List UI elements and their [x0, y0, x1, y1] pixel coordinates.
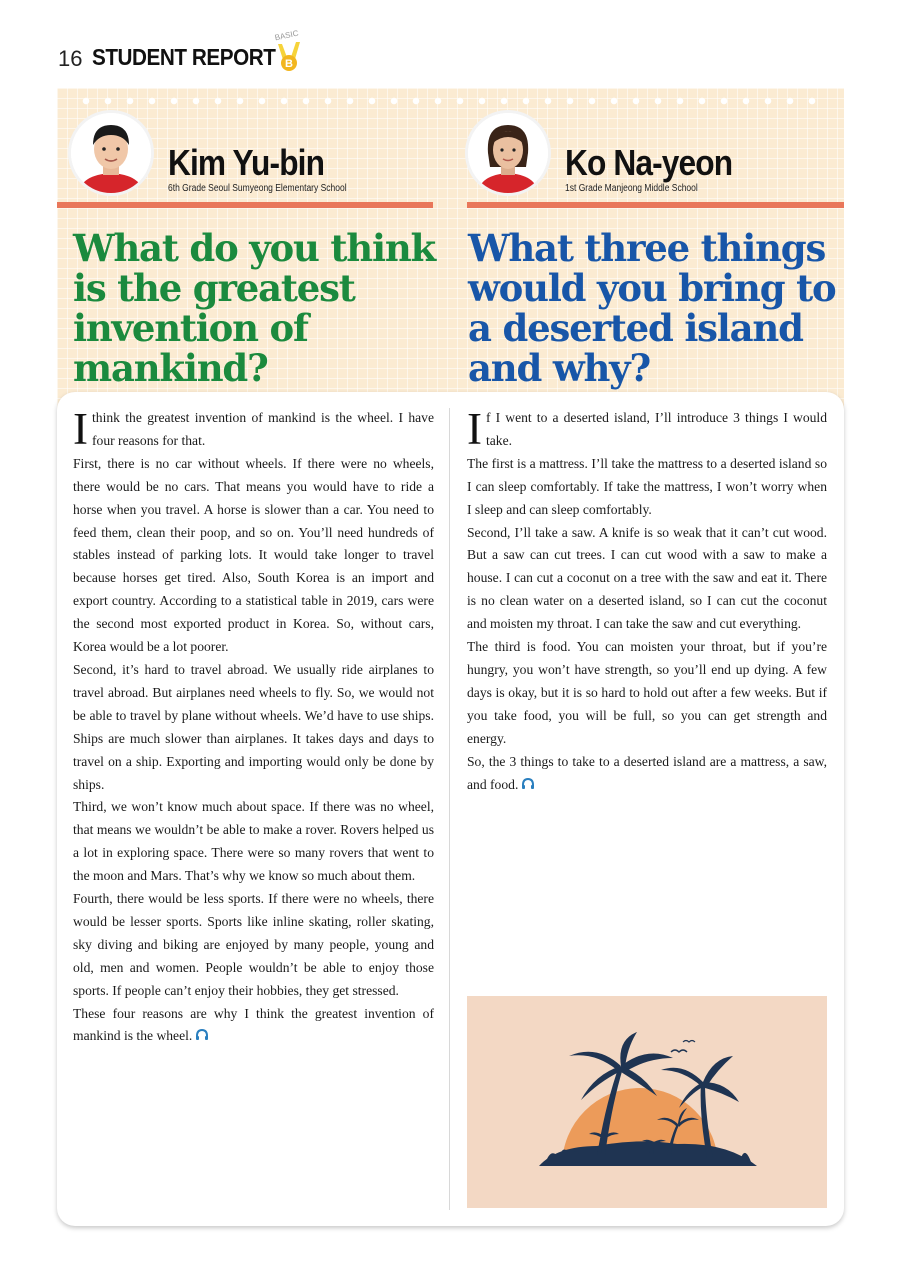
divider-rule-right	[467, 202, 844, 208]
page-number: 16	[58, 46, 83, 71]
dropcap: I	[73, 404, 88, 454]
student-name: Kim Yu-bin	[168, 142, 325, 183]
article-left	[73, 404, 434, 1048]
column-divider	[449, 408, 450, 1210]
article-paragraph: Second, I’ll take a saw. A knife is so weak that it can’t cut wood. But a saw can cut trees. I can cut wood with a saw to make a house. I can cut a coconut on a tree with the saw and eat it. There is no clean water on a deserted island, so I can cut the coconut and moisten my throat. I can take the saw and cut everything.	[467, 524, 827, 632]
end-mark-icon	[195, 1029, 209, 1041]
end-mark-icon	[521, 778, 535, 790]
student-school: 6th Grade Seoul Sumyeong Elementary School	[168, 183, 347, 194]
dropcap: I	[467, 404, 482, 454]
badge-letter: B	[285, 58, 293, 70]
article-right	[467, 404, 827, 796]
article-paragraph: Third, we won’t know much about space. If there was no wheel, that means we wouldn’t be able to make a rover. Rovers helped us a lot in exploring space. There were so many rovers that went to the moon and Mars. That’s why we know so much about them.	[73, 799, 434, 884]
student-name: Ko Na-yeon	[565, 142, 733, 183]
article-paragraph: So, the 3 things to take to a deserted island are a mattress, a saw, and food.	[467, 753, 827, 792]
section-title: STUDENT REPORT	[92, 44, 276, 70]
student-school: 1st Grade Manjeong Middle School	[565, 183, 698, 194]
article-paragraph: Ithink the greatest invention of mankind is the wheel. I have four reasons for that.	[73, 404, 434, 454]
student-card-right	[465, 110, 835, 200]
question-left: What do you think is the greatest invention of mankind?	[73, 226, 435, 390]
page-header	[58, 30, 458, 80]
article-paragraph: These four reasons are why I think the greatest invention of mankind is the wheel.	[73, 1005, 434, 1044]
article-paragraph: Fourth, there would be less sports. If there were no wheels, there would be lesser sports. Sports like inline skating, roller skating, sky diving and biking are enjoyed by many people, young and old, men and women. People wouldn’t be able to enjoy those sports. If people can’t enjoy their hobbies, they get stressed.	[73, 891, 434, 998]
basic-badge-icon	[270, 30, 310, 74]
article-paragraph: Second, it’s hard to travel abroad. We usually ride airplanes to travel abroad. But airplanes need wheels to fly. So, we would not be able to travel by plane without wheels. We’d have to use ships. Ships are much slower than airplanes. It takes days and days to travel on a ship. Exporting and importing would only be done by ships.	[73, 661, 434, 792]
divider-rule-left	[57, 202, 433, 208]
article-paragraph: If I went to a deserted island, I’ll introduce 3 things I would take.	[467, 404, 827, 454]
article-paragraph: The first is a mattress. I’ll take the mattress to a deserted island so I can sleep comfortably. If take the mattress, I won’t worry when I sleep and can sleep comfortably.	[467, 455, 827, 517]
article-paragraph: The third is food. You can moisten your throat, but if you’re hungry, you won’t have strength, so you’ll end up dying. A few days is okay, but it is so hard to hold out after a few weeks. But if you take food, you will be full, so you can get strength and energy.	[467, 639, 827, 746]
island-illustration	[467, 996, 827, 1208]
avatar	[465, 110, 551, 196]
avatar	[68, 110, 154, 196]
panel-dots	[75, 96, 826, 106]
question-right: What three things would you bring to a deserted island and why?	[468, 226, 836, 390]
article-paragraph: First, there is no car without wheels. If there were no wheels, there would be no cars. That means you would have to ride a horse when you travel. A horse is slower than a car. You need to feed them, clean their poop, and so on. You’ll need hundreds of stables instead of parking lots. It would take longer to travel because horses get tired. Also, South Korea is an import and export country. According to a statistical table in 2019, cars were the second most exported product in Korea. So, without cars, Korea would be a lot poorer.	[73, 455, 434, 655]
badge-text: BASIC	[273, 30, 300, 43]
student-card-left	[68, 110, 438, 200]
